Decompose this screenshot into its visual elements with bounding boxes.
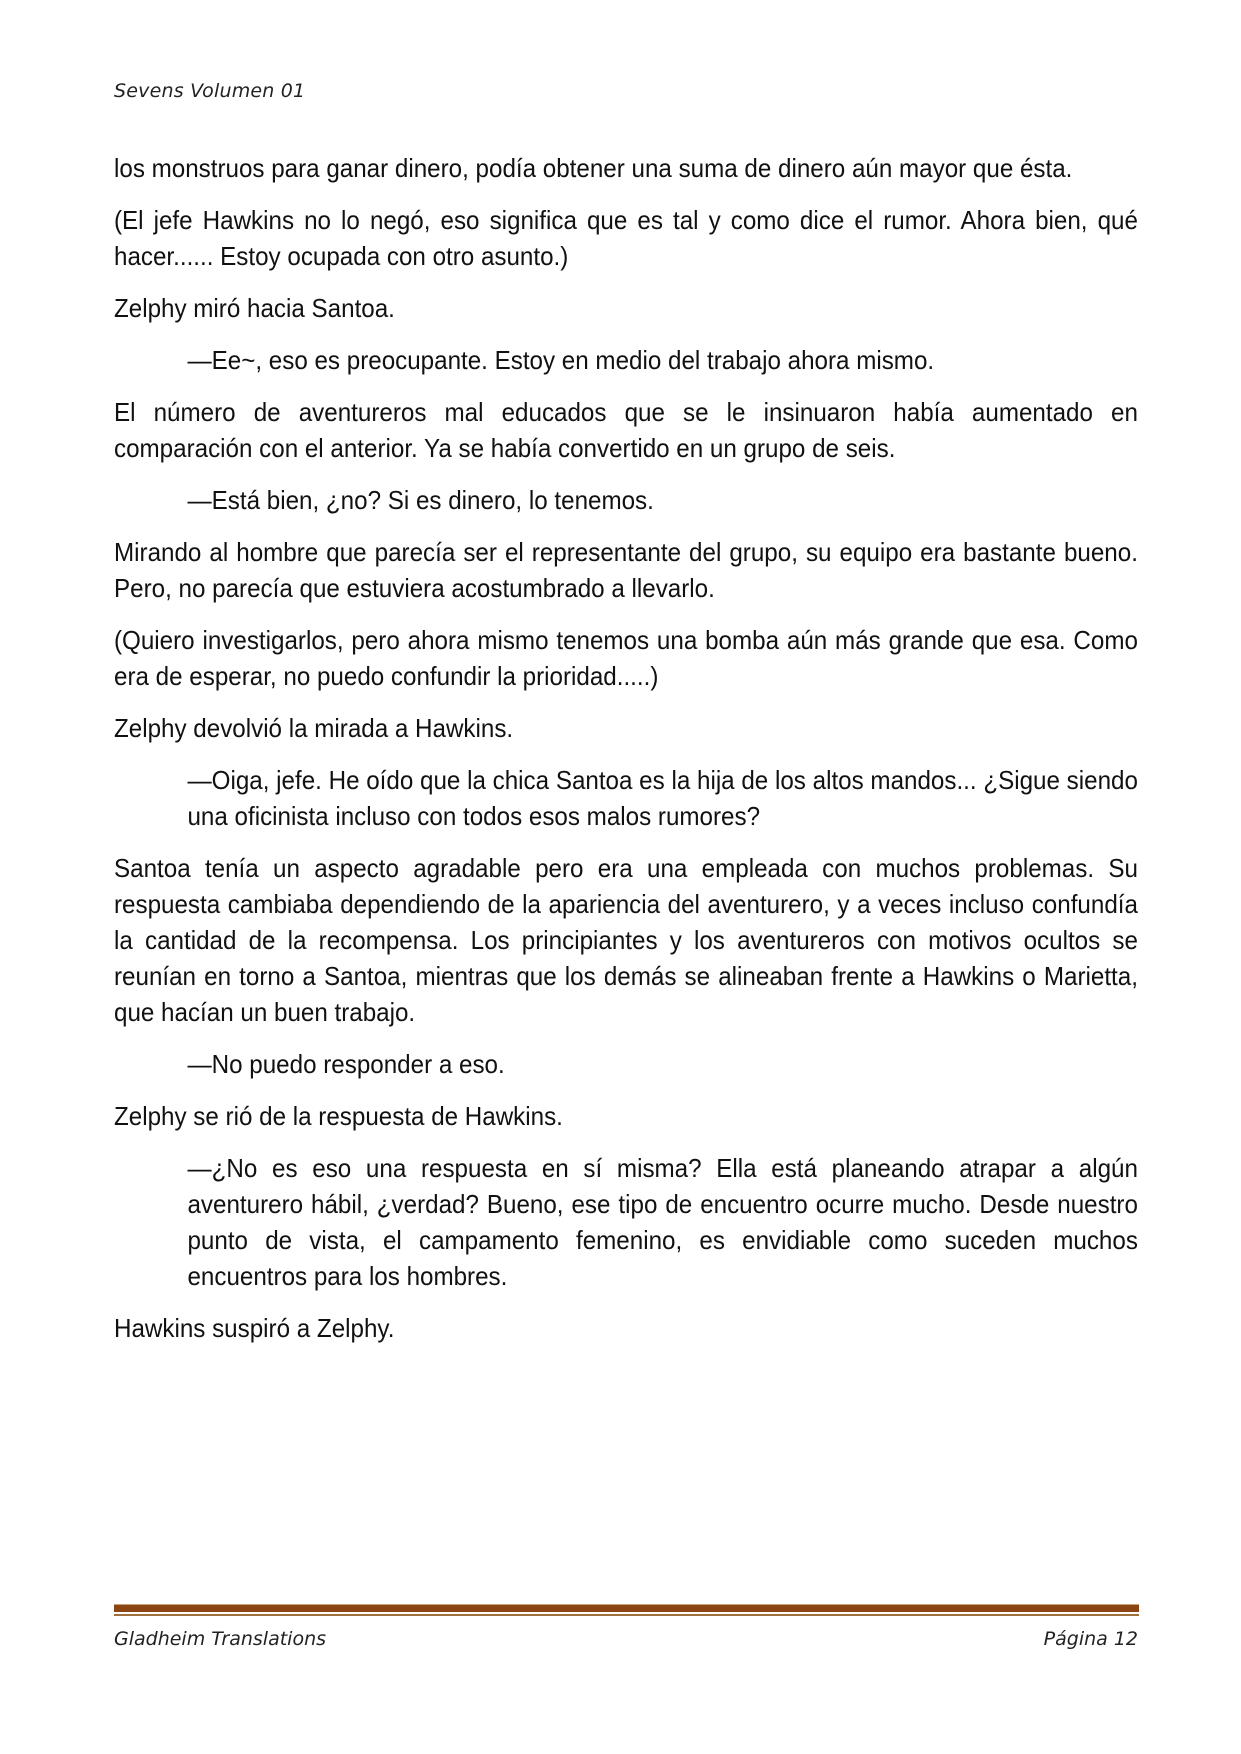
paragraph-thought: (El jefe Hawkins no lo negó, eso significa que es tal y como dice el rumor. Ahora bien, qué hacer...... Estoy ocupada con otro asunto.) (114, 205, 1138, 271)
paragraph-dialog: —Está bien, ¿no? Si es dinero, lo tenemos. (187, 485, 654, 515)
body-text (114, 150, 1138, 1362)
paragraph-narration: El número de aventureros mal educados que se le insinuaron había aumentado en comparación con el anterior. Ya se había convertido en un grupo de seis. (114, 397, 1138, 463)
paragraph-narration: Santoa tenía un aspecto agradable pero era una empleada con muchos problemas. Su respuesta cambiaba dependiendo de la apariencia del aventurero, y a veces incluso confundía la cantidad de la recompensa. Los principiantes y los aventureros con motivos ocultos se reunían en torno a Santoa, mientras que los demás se alineaban frente a Hawkins o Marietta, que hacían un buen trabajo. (114, 853, 1138, 1027)
footer-divider (114, 1604, 1139, 1616)
paragraph-thought: (Quiero investigarlos, pero ahora mismo tenemos una bomba aún más grande que esa. Como era de esperar, no puedo confundir la prioridad.....) (114, 625, 1138, 691)
footer-rule-thick (114, 1604, 1139, 1612)
paragraph-narration: Zelphy devolvió la mirada a Hawkins. (114, 713, 514, 743)
footer-rule-thin (114, 1614, 1139, 1616)
paragraph-narration: Zelphy miró hacia Santoa. (114, 293, 395, 323)
paragraph-dialog: —No puedo responder a eso. (187, 1049, 505, 1079)
paragraph-narration: Zelphy se rió de la respuesta de Hawkins. (114, 1101, 563, 1131)
paragraph-narration: los monstruos para ganar dinero, podía obtener una suma de dinero aún mayor que ésta. (114, 153, 1073, 183)
paragraph-narration: Hawkins suspiró a Zelphy. (114, 1313, 395, 1343)
paragraph-dialog: —Ee~, eso es preocupante. Estoy en medio del trabajo ahora mismo. (187, 345, 935, 375)
footer-publisher: Gladheim Translations (114, 1628, 327, 1650)
page-number: Página 12 (1043, 1628, 1138, 1650)
paragraph-dialog: —¿No es eso una respuesta en sí misma? Ella está planeando atrapar a algún aventurero hábil, ¿verdad? Bueno, ese tipo de encuentro ocurre mucho. Desde nuestro punto de vista, el campamento femenino, es envidiable como suceden muchos encuentros para los hombres. (187, 1153, 1138, 1291)
paragraph-narration: Mirando al hombre que parecía ser el representante del grupo, su equipo era bastante bueno. Pero, no parecía que estuviera acostumbrado a llevarlo. (114, 537, 1138, 603)
running-header: Sevens Volumen 01 (114, 80, 306, 102)
paragraph-dialog: —Oiga, jefe. He oído que la chica Santoa es la hija de los altos mandos... ¿Sigue siendo una oficinista incluso con todos esos malos rumores? (187, 765, 1138, 831)
